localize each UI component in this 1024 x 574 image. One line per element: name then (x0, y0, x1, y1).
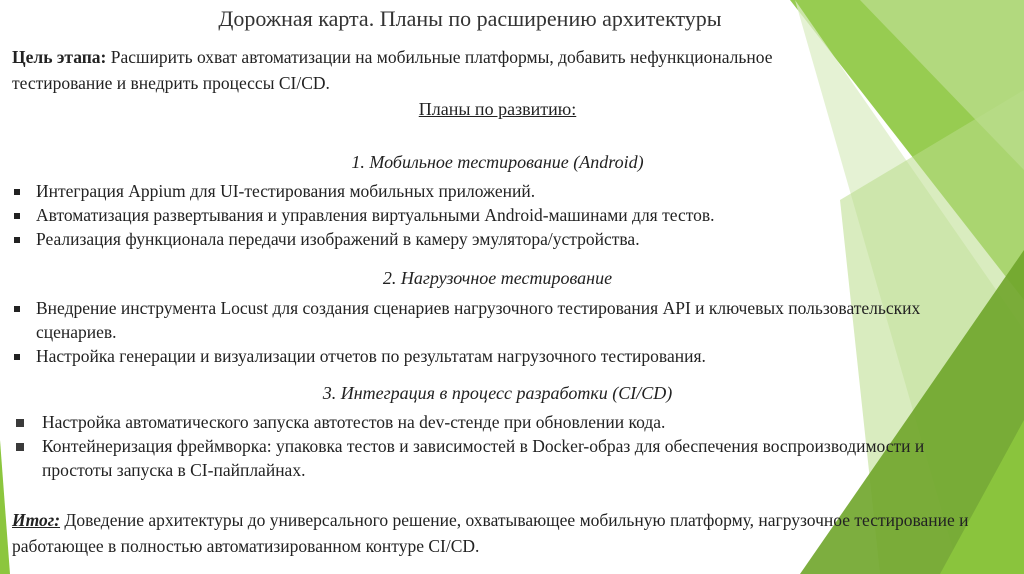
section-list-load (12, 296, 967, 368)
section-title-load: 2. Нагрузочное тестирование (382, 268, 613, 288)
bullet-square-icon (16, 443, 24, 451)
bullet-square-icon (14, 354, 20, 360)
bullet-square-icon (14, 237, 20, 243)
list-item: Контейнеризация фреймворка: упаковка тестов и зависимостей в Docker-образ для обеспечения воспроизводимости и простоты запуска в CI-пайплайнах. (12, 434, 942, 482)
bullet-square-icon (14, 213, 20, 219)
plans-heading: Планы по развитию: (418, 99, 577, 119)
goal-text: Расширить охват автоматизации на мобильные платформы, добавить нефункциональное тестирование и внедрить процессы CI/CD. (12, 47, 773, 93)
goal-label: Цель этапа: (12, 47, 107, 67)
bullet-square-icon (14, 306, 20, 312)
section-title-cicd: 3. Интеграция в процесс разработки (CI/CD) (322, 383, 673, 403)
list-item: Реализация функционала передачи изображений в камеру эмулятора/устройства. (12, 227, 912, 251)
slide-title: Дорожная карта. Планы по расширению архитектуры (218, 6, 722, 31)
section-list-mobile (12, 179, 912, 251)
bullet-square-icon (16, 419, 24, 427)
list-item: Внедрение инструмента Locust для создания сценариев нагрузочного тестирования API и ключевых пользовательских сценариев. (12, 296, 967, 344)
summary-paragraph (12, 507, 992, 559)
section-list-cicd (12, 410, 942, 482)
summary-label: Итог: (12, 510, 61, 530)
bullet-square-icon (14, 189, 20, 195)
summary-text: Доведение архитектуры до универсального решение, охватывающее мобильную платформу, нагрузочное тестирование и работающее в полностью автоматизированном контуре CI/CD. (12, 510, 969, 556)
list-item: Настройка генерации и визуализации отчетов по результатам нагрузочного тестирования. (12, 344, 967, 368)
section-title-mobile: 1. Мобильное тестирование (Android) (351, 152, 644, 172)
list-item: Автоматизация развертывания и управления виртуальными Android-машинами для тестов. (12, 203, 912, 227)
list-item: Интеграция Appium для UI-тестирования мобильных приложений. (12, 179, 912, 203)
goal-paragraph (12, 44, 812, 96)
list-item: Настройка автоматического запуска автотестов на dev-стенде при обновлении кода. (12, 410, 942, 434)
